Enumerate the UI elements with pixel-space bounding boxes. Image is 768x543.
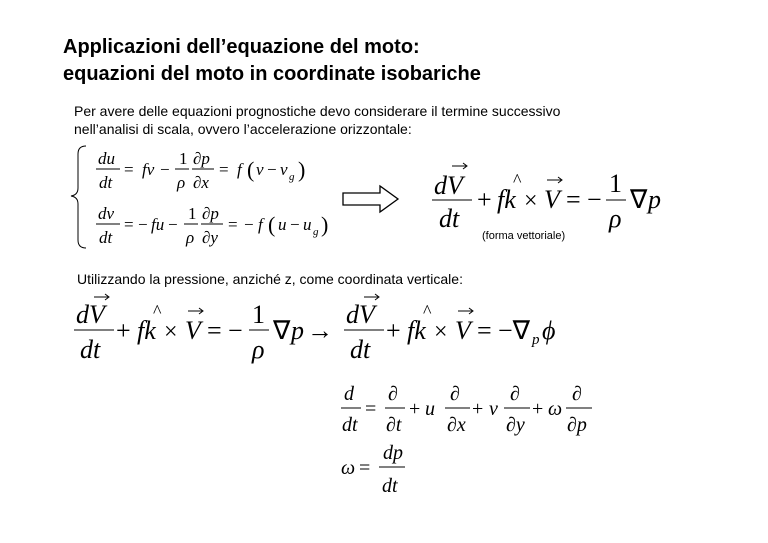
svg-text:dt: dt [350, 335, 371, 364]
svg-text:∂: ∂ [572, 383, 582, 405]
svg-text:+: + [116, 316, 131, 345]
svg-text:dV: dV [346, 300, 375, 329]
svg-text:ρ: ρ [609, 204, 622, 233]
svg-text:−: − [168, 215, 178, 234]
slide-title-line2: equazioni del moto in coordinate isobariche [63, 63, 481, 85]
svg-text:=: = [124, 160, 134, 179]
svg-text:dt: dt [99, 228, 113, 247]
svg-text:g: g [289, 171, 295, 183]
svg-text:fu: fu [151, 215, 165, 234]
svg-text:∂: ∂ [510, 383, 520, 405]
isobaric-momentum-equation [74, 294, 555, 364]
svg-text:(: ( [247, 157, 255, 182]
svg-text:×: × [164, 319, 178, 345]
svg-text:+: + [477, 185, 492, 214]
vector-form-equation [432, 163, 661, 233]
svg-text:V: V [544, 185, 560, 214]
svg-text:∂y: ∂y [202, 228, 218, 247]
svg-text:×: × [434, 319, 448, 345]
svg-text:ρ: ρ [252, 335, 265, 364]
svg-text:=: = [477, 316, 492, 345]
svg-text:−: − [290, 215, 300, 234]
omega-definition-equation [341, 442, 405, 497]
intro-line2: nell’analisi di scala, ovvero l’accelerazione orizzontale: [74, 121, 412, 137]
svg-text:fk: fk [407, 316, 426, 345]
svg-text:+: + [472, 398, 484, 420]
svg-text:dt: dt [342, 414, 358, 436]
svg-text:dt: dt [382, 475, 398, 497]
svg-text:1: 1 [188, 204, 197, 223]
svg-text:(: ( [268, 212, 276, 237]
svg-text:∂p: ∂p [193, 149, 210, 168]
svg-text:^: ^ [423, 301, 432, 321]
svg-text:^: ^ [513, 170, 522, 190]
svg-text:−: − [160, 160, 170, 179]
svg-text:1: 1 [252, 300, 265, 329]
svg-text:∂x: ∂x [447, 414, 466, 436]
svg-text:∂x: ∂x [193, 173, 209, 192]
svg-text:^: ^ [153, 301, 162, 321]
svg-text:=: = [124, 215, 134, 234]
u-momentum-equation [96, 149, 305, 192]
svg-text:∂: ∂ [388, 383, 398, 405]
v-momentum-equation [96, 204, 328, 247]
svg-text:−: − [267, 160, 277, 179]
svg-text:p: p [532, 332, 540, 348]
svg-text:fk: fk [137, 316, 156, 345]
total-derivative-equation [341, 383, 592, 436]
svg-text:∂y: ∂y [506, 414, 525, 436]
svg-text:−∇: −∇ [498, 316, 531, 345]
svg-text:u: u [425, 398, 435, 420]
svg-text:dt: dt [99, 173, 113, 192]
svg-text:−: − [228, 316, 243, 345]
svg-text:=: = [365, 398, 377, 420]
svg-text:v: v [489, 398, 498, 420]
svg-text:+: + [386, 316, 401, 345]
svg-text:=: = [207, 316, 222, 345]
svg-text:−: − [244, 215, 254, 234]
svg-text:fk: fk [497, 185, 516, 214]
system-brace [71, 146, 86, 248]
pressure-intro-text: Utilizzando la pressione, anziché z, come coordinata verticale: [77, 271, 463, 287]
svg-text:=: = [219, 160, 229, 179]
intro-line1: Per avere delle equazioni prognostiche devo considerare il termine successivo [74, 103, 561, 119]
svg-text:∂p: ∂p [567, 414, 587, 436]
slide-title-line1: Applicazioni dell’equazione del moto: [63, 36, 420, 58]
svg-text:v: v [256, 160, 264, 179]
svg-text:f: f [237, 160, 242, 179]
svg-text:u: u [303, 215, 312, 234]
svg-text:dV: dV [76, 300, 105, 329]
svg-text:∇: ∇ [273, 316, 291, 345]
svg-text:ω: ω [341, 457, 356, 479]
svg-text:ϕ: ϕ [542, 316, 556, 345]
svg-text:=: = [359, 457, 371, 479]
svg-text:×: × [524, 188, 538, 214]
svg-text:p: p [648, 185, 661, 214]
implies-arrow-icon [343, 186, 398, 212]
svg-text:∇: ∇ [630, 185, 648, 214]
svg-text:→: → [307, 316, 333, 345]
svg-text:ω: ω [548, 398, 563, 420]
svg-text:v: v [280, 160, 288, 179]
svg-text:=: = [228, 215, 238, 234]
svg-text:d: d [344, 383, 354, 405]
vector-form-note: (forma vettoriale) [482, 230, 566, 242]
svg-text:ρ: ρ [186, 228, 195, 247]
svg-text:V: V [455, 316, 471, 345]
svg-text:fv: fv [142, 160, 155, 179]
svg-text:): ) [298, 157, 306, 182]
svg-text:+: + [532, 398, 544, 420]
svg-text:f: f [258, 215, 263, 234]
svg-text:dv: dv [98, 204, 115, 223]
svg-text:dp: dp [383, 442, 403, 464]
svg-text:V: V [185, 316, 201, 345]
svg-text:∂: ∂ [450, 383, 460, 405]
svg-text:): ) [321, 212, 329, 237]
svg-text:ρ: ρ [177, 173, 186, 192]
svg-text:dt: dt [80, 335, 101, 364]
svg-text:∂p: ∂p [202, 204, 219, 223]
svg-text:1: 1 [179, 149, 188, 168]
svg-text:=: = [566, 185, 581, 214]
svg-text:−: − [138, 215, 148, 234]
svg-text:p: p [291, 316, 304, 345]
svg-text:dt: dt [439, 204, 460, 233]
svg-text:u: u [278, 215, 287, 234]
svg-text:−: − [587, 185, 602, 214]
svg-text:g: g [313, 226, 319, 238]
svg-text:∂t: ∂t [386, 414, 402, 436]
svg-text:1: 1 [609, 169, 622, 198]
svg-text:du: du [98, 149, 115, 168]
svg-text:+: + [409, 398, 421, 420]
svg-text:dV: dV [434, 171, 463, 200]
